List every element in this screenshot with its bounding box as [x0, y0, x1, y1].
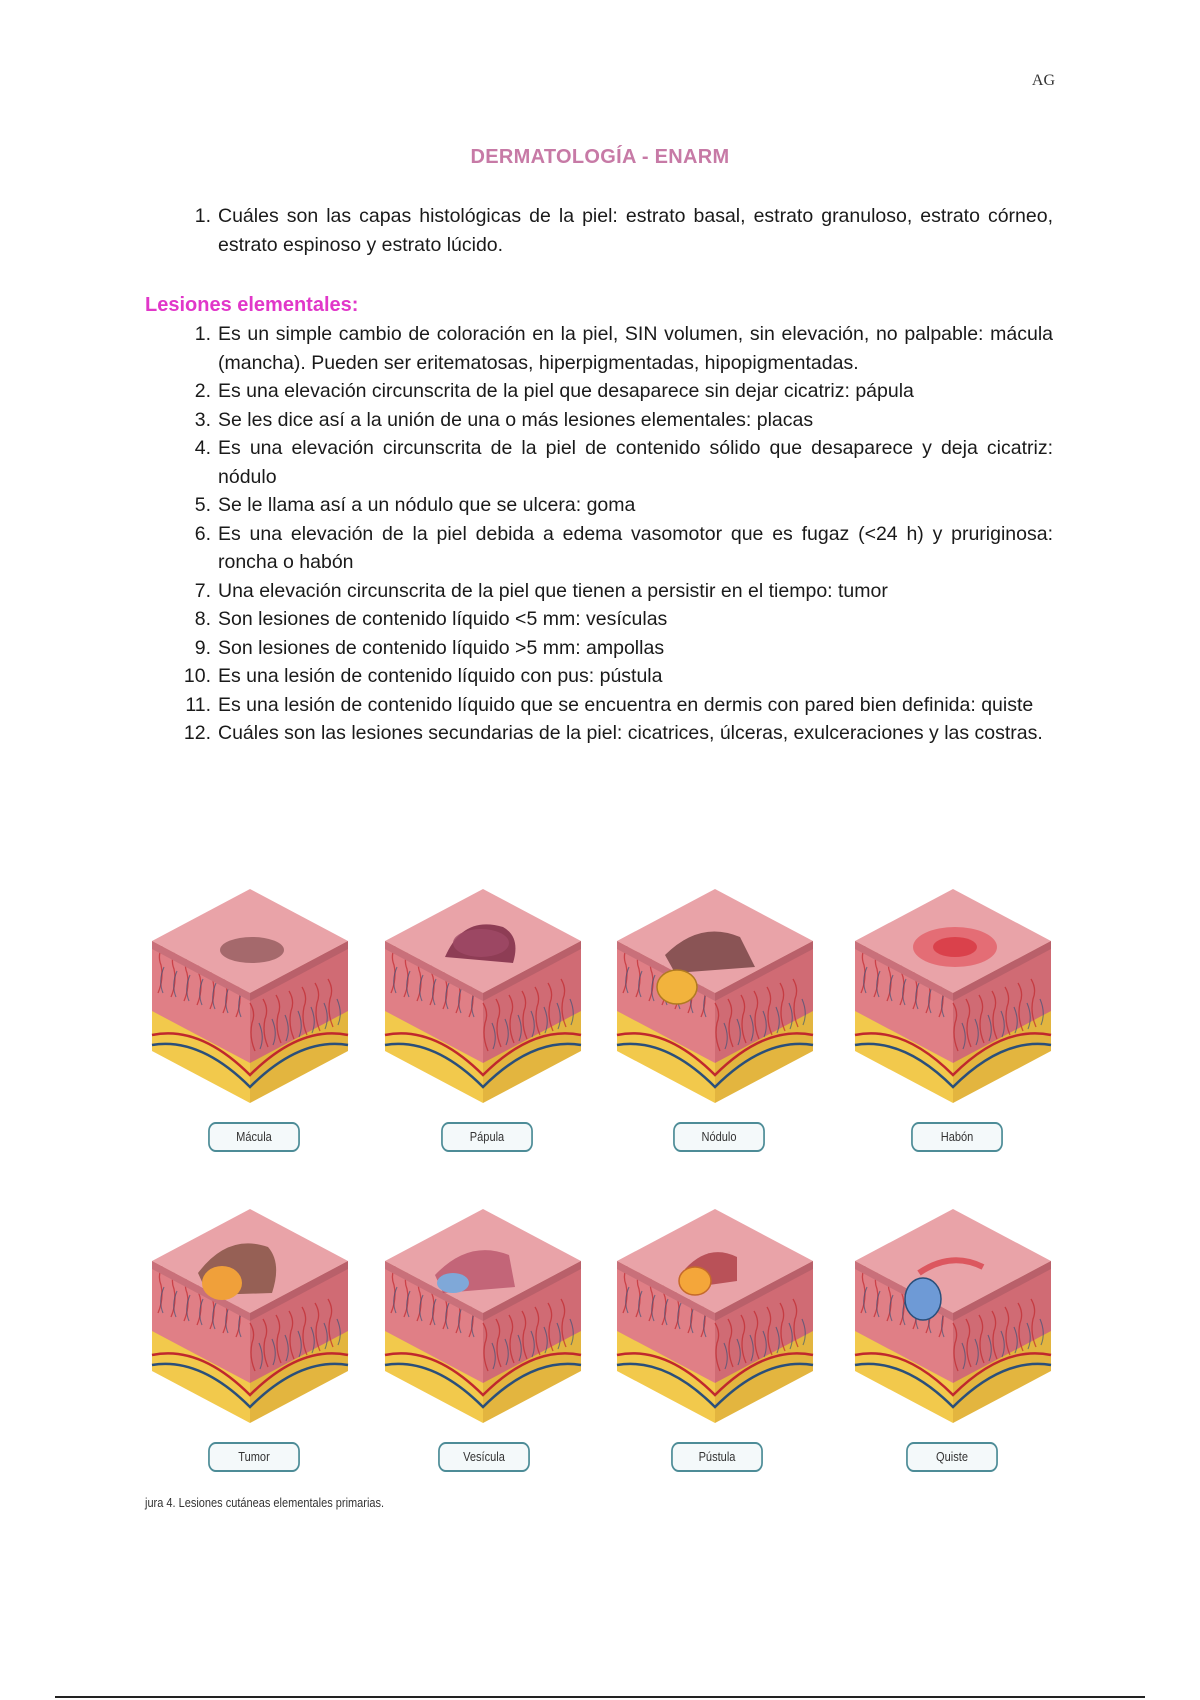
list-text: Es una elevación circunscrita de la piel que desaparece sin dejar cicatriz: pápula: [218, 380, 914, 402]
quiste-illustration: [853, 1195, 1053, 1425]
list-item: [145, 377, 1053, 406]
list-item: [145, 434, 1053, 491]
label-quiste: Quiste: [906, 1442, 998, 1472]
label-macula: Mácula: [208, 1122, 300, 1152]
nodulo-illustration: [615, 875, 815, 1105]
page-initials: AG: [1031, 72, 1055, 89]
list-text: Es una lesión de contenido líquido que se encuentra en dermis con pared bien definida: quiste: [218, 693, 1034, 716]
label-vesicula: Vesícula: [438, 1442, 530, 1472]
list-number: 8.: [194, 608, 211, 630]
list-text: Es una lesión de contenido líquido con pus: pústula: [218, 665, 663, 687]
list-item: [145, 491, 1053, 520]
list-number: 12.: [183, 722, 211, 744]
list-number: 6.: [194, 522, 211, 545]
list-number: 1.: [194, 323, 211, 345]
label-tumor: Tumor: [208, 1442, 300, 1472]
list-item: [145, 691, 1053, 720]
list-item: [145, 605, 1053, 634]
list-number: 3.: [194, 408, 211, 431]
list-text: Es una elevación circunscrita de la piel de contenido sólido que desaparece y deja cicatriz: nódulo: [218, 437, 1053, 488]
list-item: [145, 520, 1053, 577]
list-text: Son lesiones de contenido líquido >5 mm: ampollas: [218, 636, 665, 659]
list-number: 5.: [194, 494, 211, 516]
list-item: [145, 320, 1053, 377]
label-pustula: Pústula: [671, 1442, 763, 1472]
list-text: Cuáles son las lesiones secundarias de la piel: cicatrices, úlceras, exulceraciones y las costras.: [218, 722, 1043, 744]
habon-illustration: [853, 875, 1053, 1105]
document-title: DERMATOLOGÍA - ENARM: [470, 146, 730, 168]
list-text: Se les dice así a la unión de una o más lesiones elementales: placas: [218, 408, 814, 431]
figure-caption: jura 4. Lesiones cutáneas elementales primarias.: [145, 1496, 385, 1510]
section-heading: Lesiones elementales:: [145, 294, 359, 316]
list-text: Es una elevación de la piel debida a edema vasomotor que es fugaz (<24 h) y pruriginosa: roncha o habón: [218, 522, 1053, 573]
label-habon: Habón: [911, 1122, 1003, 1152]
vesicula-illustration: [383, 1195, 583, 1425]
list-text: Son lesiones de contenido líquido <5 mm: vesículas: [218, 608, 668, 630]
list-text: Una elevación circunscrita de la piel que tienen a persistir en el tiempo: tumor: [218, 579, 888, 602]
tumor-illustration: [150, 1195, 350, 1425]
list-item: [145, 577, 1053, 606]
papula-illustration: [383, 875, 583, 1105]
list-item: [145, 719, 1053, 748]
list-number: 4.: [194, 437, 211, 459]
skin-lesions-figure: [145, 875, 1057, 1520]
list-item: [145, 634, 1053, 663]
list-item: [145, 662, 1053, 691]
question-list: [145, 202, 1053, 259]
list-text: Es un simple cambio de coloración en la piel, SIN volumen, sin elevación, no palpable: mácula (mancha). Pueden ser eritematosas, hiperpigmentadas, hipopigmentadas.: [218, 323, 1053, 374]
page-divider: [55, 1696, 1145, 1698]
lesion-list: [145, 320, 1053, 748]
list-text: Cuáles son las capas histológicas de la piel: estrato basal, estrato granuloso, estrato córneo, estrato espinoso y estrato lúcido.: [218, 205, 1053, 256]
macula-illustration: [150, 875, 350, 1105]
list-text: Se le llama así a un nódulo que se ulcera: goma: [218, 494, 636, 516]
list-number: 1.: [194, 205, 211, 227]
list-number: 11.: [185, 693, 211, 716]
list-number: 2.: [194, 380, 211, 402]
label-nodulo: Nódulo: [673, 1122, 765, 1152]
label-papula: Pápula: [441, 1122, 533, 1152]
pustula-illustration: [615, 1195, 815, 1425]
list-number: 7.: [194, 579, 211, 602]
list-item: [145, 202, 1053, 259]
list-item: [145, 406, 1053, 435]
list-number: 9.: [194, 636, 211, 659]
list-number: 10.: [183, 665, 211, 687]
